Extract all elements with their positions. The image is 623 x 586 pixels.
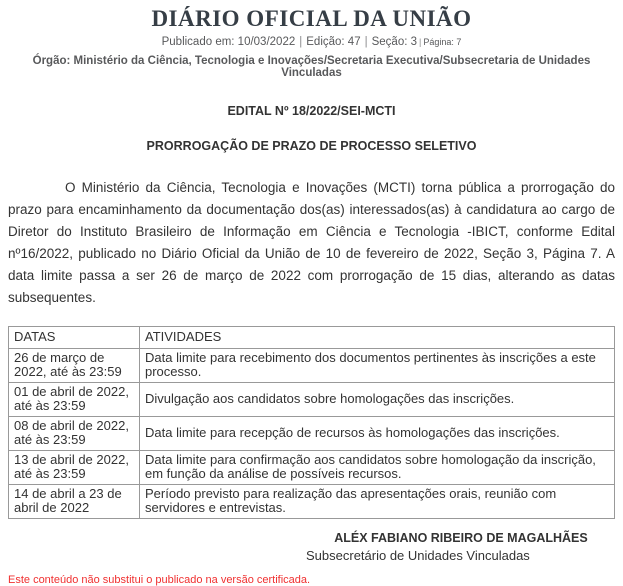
activity-cell: Data limite para recebimento dos documentos pertinentes às inscrições a este processo. (140, 348, 615, 382)
publication-meta (8, 36, 615, 48)
table-row (9, 382, 615, 416)
meta-separator: | (419, 37, 422, 47)
table-row (9, 450, 615, 484)
table-row (9, 484, 615, 518)
date-cell: 14 de abril a 23 de abril de 2022 (9, 484, 140, 518)
published-date: Publicado em: 10/03/2022 (161, 36, 296, 48)
edital-heading: EDITAL Nº 18/2022/SEI-MCTI (227, 104, 396, 118)
activity-cell: Data limite para recepção de recursos às homologações das inscrições. (140, 416, 615, 450)
schedule-table (8, 326, 615, 519)
meta-separator: | (364, 36, 368, 48)
signature-block (300, 531, 622, 563)
date-cell: 13 de abril de 2022, até às 23:59 (9, 450, 140, 484)
activity-cell: Data limite para confirmação aos candidatos sobre homologação da inscrição, em função da análise de possíveis recursos. (140, 450, 615, 484)
schedule-table-body (9, 348, 615, 518)
gazette-page (0, 6, 623, 586)
table-header-atividades: ATIVIDADES (140, 327, 615, 349)
date-cell: 26 de março de 2022, até às 23:59 (9, 348, 140, 382)
signature-name: ALÉX FABIANO RIBEIRO DE MAGALHÃES (334, 530, 588, 545)
date-cell: 08 de abril de 2022, até às 23:59 (9, 416, 140, 450)
table-header-row (9, 327, 615, 349)
meta-separator: | (299, 36, 303, 48)
signature-role: Subsecretário de Unidades Vinculadas (306, 547, 530, 563)
page-number-part (417, 37, 461, 47)
certification-disclaimer: Este conteúdo não substitui o publicado na versão certificada. (8, 573, 311, 586)
section: Seção: 3 (371, 36, 418, 48)
gazette-title: DIÁRIO OFICIAL DA UNIÃO (151, 6, 472, 31)
date-cell: 01 de abril de 2022, até às 23:59 (9, 382, 140, 416)
article-body: O Ministério da Ciência, Tecnologia e Inovações (MCTI) torna pública a prorrogação do prazo para encaminhamento da documentação dos(as) interessados(as) à candidatura ao cargo de Diretor do Instituto Brasileiro de Informação em Ciência e Tecnologia -IBICT, conforme Edital nº16/2022, publicado no Diário Oficial da União de 10 de fevereiro de 2022, Seção 3, Página 7. A data limite passa a ser 26 de março de 2022 com prorrogação de 15 dias, alterando as datas subsequentes. (8, 180, 615, 305)
table-row (9, 348, 615, 382)
edition: Edição: 47 (306, 36, 361, 48)
activity-cell: Divulgação aos candidatos sobre homologações das inscrições. (140, 382, 615, 416)
subtitle-heading: PRORROGAÇÃO DE PRAZO DE PROCESSO SELETIVO (146, 139, 477, 153)
activity-cell: Período previsto para realização das apresentações orais, reunião com servidores e entrevistas. (140, 484, 615, 518)
table-header-datas: DATAS (9, 327, 140, 349)
table-row (9, 416, 615, 450)
page-number: Página: 7 (423, 37, 462, 47)
organ-line: Órgão: Ministério da Ciência, Tecnologia e Inovações/Secretaria Executiva/Subsecretaria de Unidades Vinculadas (32, 55, 591, 79)
